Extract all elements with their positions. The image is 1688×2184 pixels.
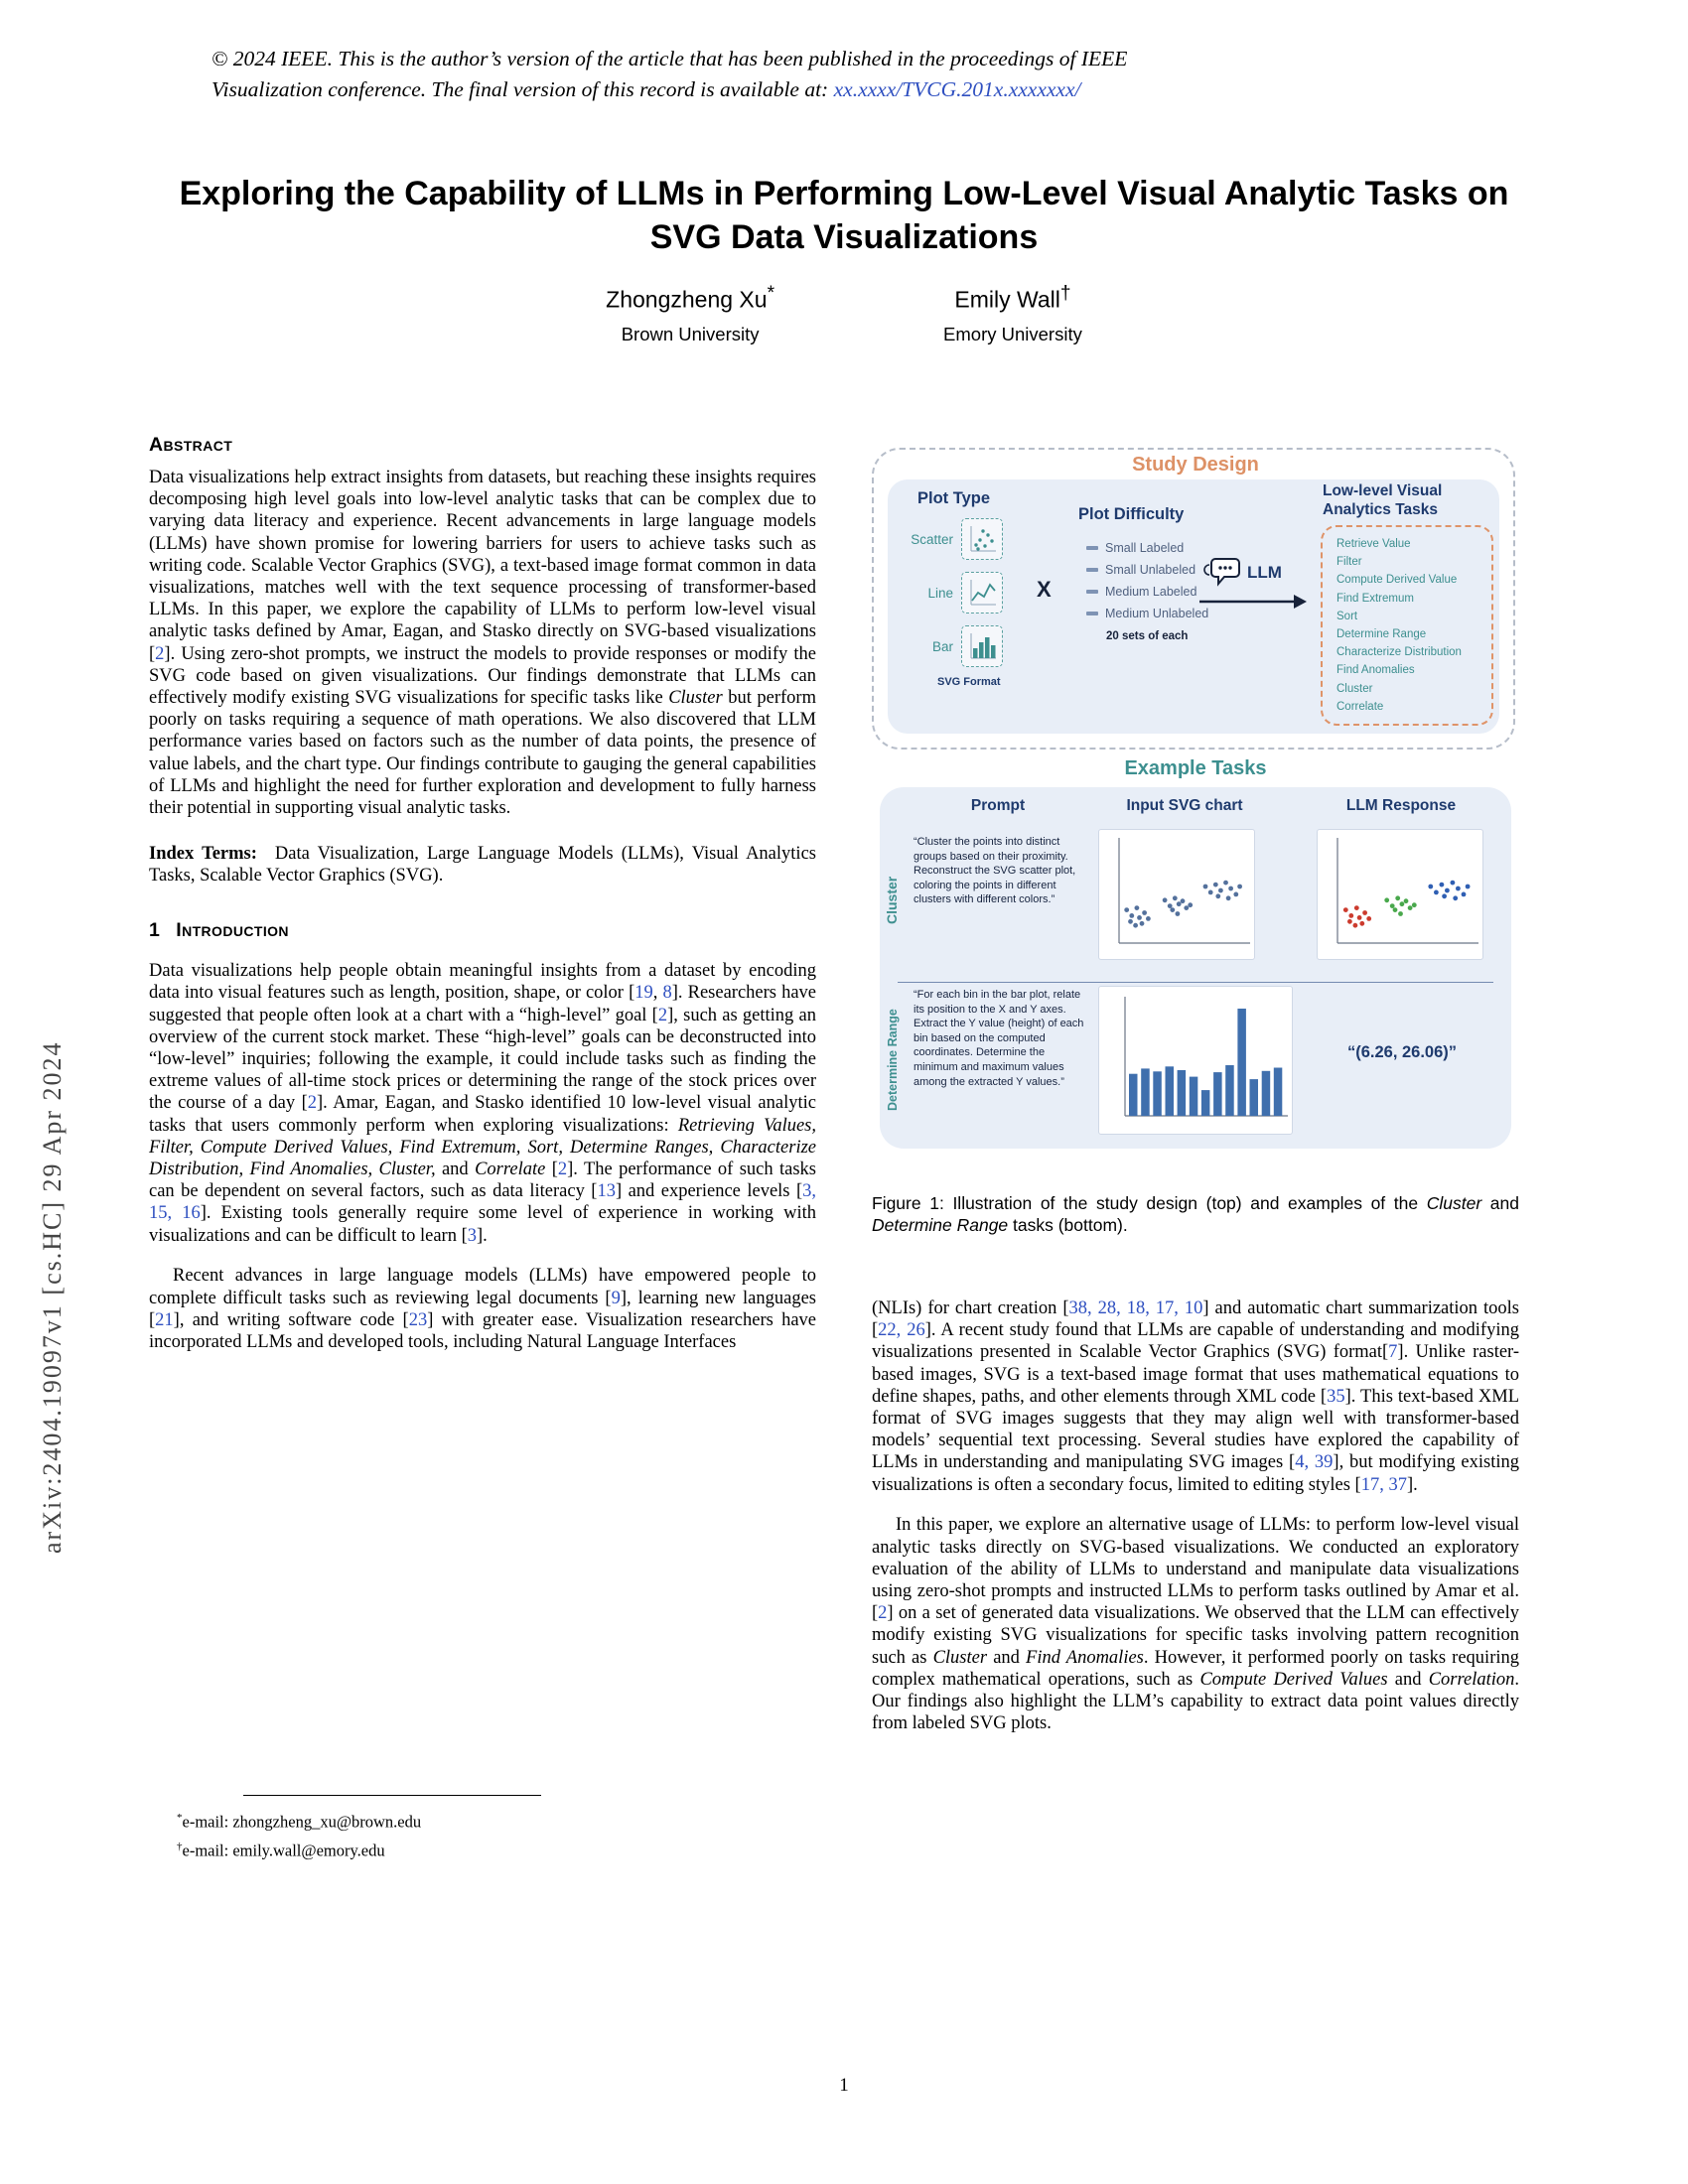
svg-format-label: SVG Format — [937, 676, 1001, 688]
determine-range-prompt-text: “For each bin in the bar plot, relate its position to the X and Y axes. Extract the Y value (height) of each bin based on the computed coordinates. Determine the minimum and maximum values among the extracted Y values.” — [914, 989, 1084, 1088]
study-design-panel — [888, 479, 1499, 734]
footnotes-block — [149, 1795, 816, 1862]
footnote-email-2: †e-mail: emily.wall@emory.edu — [177, 1840, 385, 1859]
author-affiliation-1: Brown University — [621, 323, 760, 344]
sets-note: 20 sets of each — [1106, 630, 1189, 642]
citation-link[interactable]: 3, 15, 16 — [149, 1181, 816, 1224]
scatter-plot-icon — [961, 518, 1003, 560]
footnote-marker-1: * — [177, 1812, 183, 1824]
determine-range-row-label: Determine Range — [886, 1009, 900, 1112]
multiply-mark: X — [1037, 577, 1052, 602]
flow-arrow-icon — [1197, 593, 1309, 615]
citation-link[interactable]: 23 — [408, 1309, 428, 1330]
task-item: Determine Range — [1336, 628, 1427, 641]
external-link[interactable]: xx.xxxx/TVCG.201x.xxxxxxx/ — [833, 77, 1081, 101]
tasks-panel-title: Low-level Visual Analytics Tasks — [1323, 482, 1443, 518]
llm-response-text: “(6.26, 26.06)” — [1346, 1043, 1458, 1061]
citation-link[interactable]: 3 — [467, 1225, 477, 1246]
citation-link[interactable]: 7 — [1388, 1342, 1398, 1363]
arxiv-watermark: arXiv:2404.19097v1 [cs.HC] 29 Apr 2024 — [38, 1040, 67, 1554]
dash-icon — [1086, 590, 1098, 594]
citation-link[interactable]: 38, 28, 18, 17, 10 — [1068, 1298, 1203, 1318]
abstract-text: Data visualizations help extract insights from datasets, but reaching these insights requires decomposing high level goals into low-level analytic tasks that can be complex due to varying data literacy and experience. Recent advancements in large language models (LLMs) have shown promise for lowering barriers for users to achieve tasks such as writing code. Scalable Vector Graphics (SVG), a text-based image format common in data visualizations, matches well with the text sequence processing of transformer-based LLMs. In this paper, we explore the capability of LLMs to perform low-level visual analytic tasks defined by Amar, Eagan, and Stasko directly on SVG-based visualizations [2]. Using zero-shot prompts, we instruct the models to provide responses or modify the SVG code based on given visualizations. Our findings demonstrate that LLMs can effectively modify existing SVG visualizations for specific tasks like Cluster but perform poorly on tasks requiring a sequence of math operations. We also discovered that LLM performance varies based on factors such as the number of data points, the presence of value labels, and the chart type. Our findings contribute to gauging the general capabilities of LLMs and highlight the need for further exploration and development to fully harness their potential in supporting visual analytic tasks. — [149, 468, 816, 819]
authors-row — [0, 283, 1688, 345]
page-number: 1 — [839, 2075, 849, 2096]
index-terms-text: Data Visualization, Large Language Models (LLMs), Visual Analytics Tasks, Scalable Vector Graphics (SVG). — [149, 844, 816, 887]
plot-type-label-line: Line — [927, 585, 953, 601]
section-title: Introduction — [176, 918, 289, 941]
task-item: Filter — [1336, 556, 1362, 569]
citation-link[interactable]: 22, 26 — [878, 1320, 925, 1341]
column-header-prompt: Prompt — [970, 797, 1026, 814]
footnote-email-1: *e-mail: zhongzheng_xu@brown.edu — [177, 1812, 422, 1832]
study-design-title: Study Design — [1132, 454, 1259, 476]
column-header-input-svg-chart: Input SVG chart — [1126, 797, 1243, 814]
author-block-1 — [606, 283, 774, 345]
figure-caption: Figure 1: Illustration of the study design (top) and examples of the Cluster and Determine Range tasks (bottom). — [872, 1193, 1519, 1235]
citation-link[interactable]: 2 — [557, 1159, 568, 1179]
copyright-notice — [211, 44, 1492, 105]
citation-link[interactable]: 19 — [634, 983, 653, 1004]
task-item: Sort — [1336, 610, 1358, 622]
cluster-row-label: Cluster — [884, 876, 900, 925]
copyright-line-1: © 2024 IEEE. This is the author’s version of the article that has been published in the proceedings of IEEE — [211, 47, 1128, 70]
citation-link[interactable]: 2 — [657, 1005, 668, 1025]
author-name-1: Zhongzheng Xu* — [606, 283, 775, 313]
difficulty-item: Small Unlabeled — [1086, 559, 1208, 581]
column-header-llm-response: LLM Response — [1345, 797, 1457, 814]
citation-link[interactable]: 9 — [611, 1288, 621, 1308]
intro-paragraph-1: Data visualizations help people obtain meaningful insights from a dataset by encoding data into visual features such as length, position, shape, or color [19, 8]. Researchers have suggested that people often look at a chart with a “high-level” goal [2], such as getting an overview of the current stock market. These “high-level” goals can be deconstructed into “low-level” inquiries; following the example, it could include tasks such as finding the extreme values of all-time stock prices or determining the range of the stock prices over the course of a day [2]. Amar, Eagan, and Stasko identified 10 low-level visual analytic tasks that users commonly perform when exploring visualizations: Retrieving Values, Filter, Compute Derived Values, Find Extremum, Sort, Determine Ranges, Characterize Distribution, Find Anomalies, Cluster, and Correlate [2]. The performance of such tasks can be dependent on several factors, such as data literacy [13] and experience levels [3, 15, 16]. Existing tools generally require some level of experience in working with visualizations and can be difficult to learn [3]. — [149, 961, 816, 1246]
intro-paragraph-2: Recent advances in large language models (LLMs) have empowered people to complete difficult tasks such as reviewing legal documents [9], learning new languages [21], and writing software code [23] with greater ease. Visualization researchers have incorporated LLMs and developed tools, including Natural Language Interfaces — [149, 1266, 816, 1352]
task-item: Cluster — [1336, 682, 1373, 695]
section-number: 1 — [149, 918, 161, 941]
footnote-marker-2: † — [177, 1840, 183, 1852]
author-name-2: Emily Wall† — [954, 283, 1071, 313]
task-item: Find Extremum — [1336, 592, 1414, 605]
tasks-box — [1321, 525, 1493, 726]
section-heading-introduction — [149, 919, 816, 942]
paragraph-nlis: (NLIs) for chart creation [38, 28, 18, 17, 10] and automatic chart summarization tools [22, 26]. A recent study found that LLMs are capable of understanding and modifying visualizations presented in Scalable Vector Graphics (SVG) format[7]. Unlike raster-based images, SVG is a text-based image format that uses mathematical equations to define shapes, paths, and other elements through XML code [35]. This text-based XML format of SVG images suggests that they may align well with transformer-based models’ sequential text processing. Several studies have explored the capability of LLMs in understanding and manipulating SVG images [4, 39], but modifying existing visualizations is often a secondary focus, limited to editing styles [17, 37]. — [872, 1298, 1520, 1495]
tasks-list — [1336, 535, 1487, 716]
paper-title: Exploring the Capability of LLMs in Performing Low-Level Visual Analytic Tasks on SVG Data Visualizations — [179, 174, 1509, 256]
right-column — [872, 434, 1519, 1753]
plot-type-row-scatter — [894, 515, 1003, 563]
abstract-heading: Abstract — [149, 434, 233, 456]
citation-link[interactable]: 2 — [878, 1603, 888, 1624]
citation-link[interactable]: 13 — [597, 1181, 616, 1202]
citation-link[interactable]: 2 — [155, 643, 165, 664]
copyright-line-2: Visualization conference. The final version of this record is available at: xx.xxxx/TVCG.201x.xxxxxxx/ — [211, 77, 1081, 101]
citation-link[interactable]: 8 — [662, 983, 672, 1004]
task-item: Retrieve Value — [1336, 538, 1411, 550]
difficulty-item: Medium Unlabeled — [1086, 603, 1208, 624]
plot-type-row-bar — [894, 622, 1003, 670]
index-terms-label: Index Terms: — [149, 844, 257, 865]
cluster-prompt-text: “Cluster the points into distinct groups based on their proximity. Reconstruct the SVG scatter plot, coloring the points in different clusters with different colors.” — [914, 836, 1076, 906]
plot-type-row-line — [894, 569, 1003, 616]
llm-label: LLM — [1247, 563, 1282, 582]
task-item: Find Anomalies — [1336, 664, 1415, 677]
citation-link[interactable]: 2 — [307, 1093, 318, 1114]
task-item: Characterize Distribution — [1336, 646, 1462, 659]
task-item: Correlate — [1336, 700, 1384, 713]
example-tasks-panel — [880, 787, 1511, 1149]
citation-link[interactable]: 4, 39 — [1295, 1452, 1334, 1473]
difficulty-list — [1086, 537, 1208, 624]
dash-icon — [1086, 612, 1098, 615]
example-tasks-title: Example Tasks — [1124, 757, 1267, 779]
author-marker-1: * — [767, 283, 775, 304]
author-block-2 — [943, 283, 1082, 345]
author-marker-2: † — [1059, 283, 1071, 304]
llm-chat-icon — [1203, 555, 1243, 594]
difficulty-item: Small Labeled — [1086, 537, 1208, 559]
author-affiliation-2: Emory University — [943, 323, 1082, 344]
footnote-rule — [243, 1795, 541, 1796]
figure-1 — [872, 434, 1519, 1157]
left-column — [149, 434, 816, 1372]
plot-type-label-scatter: Scatter — [911, 531, 953, 547]
bar-chart — [1098, 986, 1293, 1135]
plot-difficulty-header: Plot Difficulty — [1078, 505, 1185, 523]
clustered-scatter-chart — [1317, 829, 1483, 960]
index-terms — [149, 843, 816, 887]
paragraph-in-this-paper: In this paper, we explore an alternative usage of LLMs: to perform low-level visual analytic tasks directly on SVG-based visualizations. We conducted an exploratory evaluation of the ability of LLMs to understand and manipulate data visualizations using zero-shot prompts and instructed LLMs to perform tasks outlined by Amar et al. [2] on a set of generated data visualizations. We observed that the LLM can effectively modify existing SVG visualizations for specific tasks involving pattern recognition such as Cluster and Find Anomalies. However, it performed poorly on tasks requiring complex mathematical operations, such as Compute Derived Values and Correlation. Our findings also highlight the LLM’s capability to extract data point values directly from labeled SVG plots. — [872, 1515, 1520, 1734]
line-plot-icon — [961, 572, 1003, 614]
dash-icon — [1086, 546, 1098, 550]
citation-link[interactable]: 35 — [1327, 1386, 1345, 1407]
input-scatter-chart — [1098, 829, 1255, 960]
dash-icon — [1086, 568, 1098, 572]
citation-link[interactable]: 21 — [155, 1309, 174, 1330]
plot-type-label-bar: Bar — [931, 638, 953, 654]
citation-link[interactable]: 17, 37 — [1360, 1474, 1407, 1495]
task-item: Compute Derived Value — [1336, 574, 1458, 587]
bar-plot-icon — [961, 625, 1003, 667]
difficulty-item: Medium Labeled — [1086, 581, 1208, 603]
plot-type-header: Plot Type — [917, 489, 991, 507]
row-divider — [898, 982, 1493, 983]
